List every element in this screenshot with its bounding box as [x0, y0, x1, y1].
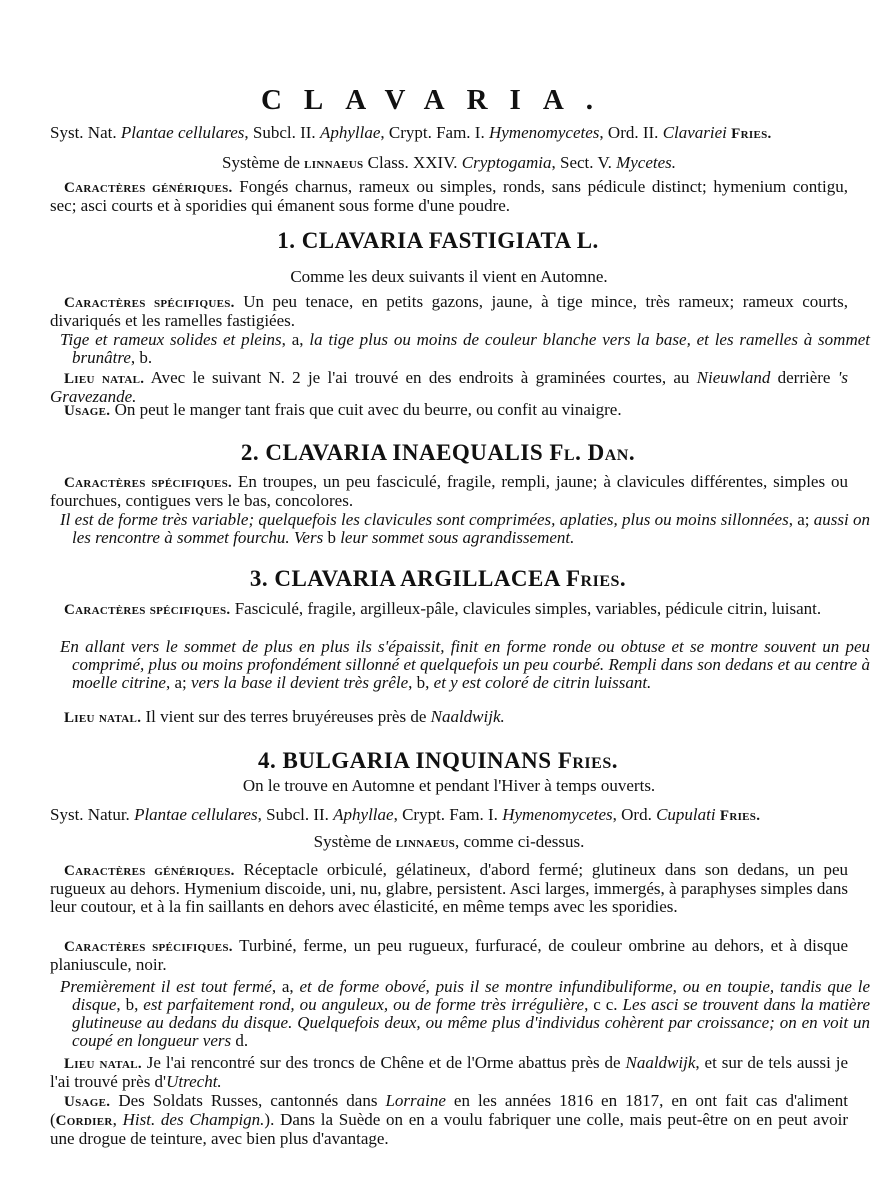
italic-text: Plantae cellulares [120, 123, 245, 142]
section-label: Caractères spécifiques. [64, 295, 235, 311]
native-habitat [50, 1054, 848, 1091]
figure-description [50, 978, 870, 1050]
figure-description [50, 331, 870, 367]
text-run: Fongés charnus, rameux ou simples, ronds, sans pédicule distinct; hymenium contigu, sec; asci courts et à sporidies qui émanent sous forme d'une poudre. [50, 177, 848, 215]
text-run: Système de [221, 153, 305, 172]
figure-description [50, 511, 870, 547]
text-run: Comme les deux suivants il vient en Automne. [290, 267, 608, 286]
section-label: linnaeus [395, 835, 456, 851]
systematic-classification [50, 806, 848, 825]
text-run: En troupes, un peu fasciculé, fragile, rempli, jaune; à clavicules différentes, simples ou fourchues, contigues vers le bas, concolores. [50, 472, 848, 510]
italic-text: Naaldwijk. [430, 707, 505, 726]
italic-text: et y est coloré de citrin luissant. [433, 673, 652, 692]
usage [50, 401, 848, 420]
text-run: derrière [770, 368, 838, 387]
species-heading-4: 4. BULGARIA INQUINANS Fries. [258, 748, 618, 773]
text-run: , Ord. [612, 805, 657, 824]
species-heading-3: 3. CLAVARIA ARGILLACEA Fries. [249, 566, 627, 591]
text-run: Il vient sur des terres bruyéreuses près de [141, 707, 431, 726]
italic-text: Il est de forme très variable; quelquefois les clavicules sont comprimées, aplaties, plus ou moins sillonnées [60, 510, 789, 529]
text-run: , b, [116, 995, 144, 1014]
text-run: , Sect. V. [551, 153, 617, 172]
italic-text: Naaldwijk [625, 1053, 696, 1072]
text-run: , comme ci-dessus. [455, 832, 585, 851]
text-run: Syst. Natur. [50, 805, 135, 824]
page-title: CLAVARIA. [260, 84, 616, 116]
italic-text: la tige plus ou moins de couleur blanche vers la base, et les ramelles à sommet brunâtre [72, 330, 870, 367]
text-run: Un peu tenace, en petits gazons, jaune, à tige mince, très rameux; rameux courts, divariqués et les ramelles fastigiées. [50, 292, 849, 330]
text-run: , Subcl. II. [257, 805, 334, 824]
text-run: , a, [281, 330, 310, 349]
italic-text: Utrecht. [166, 1072, 222, 1091]
section-label: Usage. [64, 1094, 111, 1110]
italic-text: Tige et rameux solides et pleins [60, 330, 282, 349]
italic-text: Premièrement il est tout fermé [60, 977, 272, 996]
text-run: , [112, 1110, 123, 1129]
section-label: Caractères génériques. [64, 180, 233, 196]
figure-description [50, 638, 870, 692]
italic-text: Aphyllae [319, 123, 381, 142]
section-label: Caractères génériques. [64, 863, 235, 879]
text-run: , c c. [584, 995, 623, 1014]
text-run: Syst. Nat. [50, 123, 121, 142]
specific-characters [50, 937, 848, 974]
text-run: , Crypt. Fam. I. [380, 123, 489, 142]
italic-text: vers la base il devient très grêle [190, 673, 409, 692]
italic-text: aussi on les rencontre à sommet fourchu. Vers [72, 510, 870, 547]
section-label: Lieu natal. [64, 371, 145, 387]
section-label: Caractères spécifiques. [64, 939, 233, 955]
text-run: , b, [408, 673, 434, 692]
italic-text: est parfaitement rond, ou anguleux, ou de forme très irrégulière [143, 995, 585, 1014]
italic-text: Mycetes. [616, 153, 676, 172]
text-run: , Subcl. II. [244, 123, 320, 142]
italic-text: Cryptogamia [461, 153, 552, 172]
section-label: Caractères spécifiques. [64, 602, 231, 618]
season-note [50, 268, 848, 286]
section-label: Fries. [731, 126, 772, 142]
text-run: , a; [788, 510, 814, 529]
text-run: , a; [165, 673, 191, 692]
section-label: Usage. [64, 403, 111, 419]
text-run: Des Soldats Russes, cantonnés dans [110, 1091, 386, 1110]
text-run: , a, [271, 977, 300, 996]
species-heading-2: 2. CLAVARIA INAEQUALIS Fl. Dan. [240, 440, 636, 465]
specific-characters [50, 293, 848, 330]
text-run: en les années 1816 en 1817, en ont fait cas d'aliment ( [50, 1091, 848, 1129]
text-run: , Ord. II. [599, 123, 663, 142]
linnaeus-classification [50, 833, 848, 852]
text-run: ). Dans la Suède on en a voulu fabriquer une colle, mais peut-être on en peut avoir une drogue de teinture, avec bien plus d'avantage. [50, 1110, 848, 1148]
italic-text: Clavariei [662, 123, 727, 142]
italic-text: leur sommet sous agrandissement. [340, 528, 575, 547]
generic-characters [50, 861, 848, 916]
italic-text: Hymenomycetes [488, 123, 600, 142]
specific-characters [50, 473, 848, 510]
text-run: Je l'ai rencontré sur des troncs de Chêne et de l'Orme abattus près de [141, 1053, 626, 1072]
text-run: d. [231, 1031, 249, 1050]
text-run: , et sur de tels aussi je l'ai trouvé près d' [50, 1053, 848, 1091]
section-label: Lieu natal. [64, 710, 142, 726]
text-run: Réceptacle orbiculé, gélatineux, d'abord fermé; glutineux dans son dedans, un peu rugueux au dehors. Hymenium discoide, uni, nu, glabre, persistent. Asci larges, immergés, à paraphyses simples dans leur coutour, et à la fin saillants en dehors avec élasticité, en même temps avec les sporidies. [50, 860, 848, 916]
section-label: linnaeus [304, 156, 364, 172]
italic-text: et de forme obové, puis il se montre infundibuliforme, ou en toupie, tandis que le disque [72, 977, 871, 1014]
text-run: Avec le suivant N. 2 je l'ai trouvé en des endroits à graminées courtes, au [144, 368, 697, 387]
italic-text: Hymenomycetes [502, 805, 613, 824]
native-habitat [50, 708, 848, 727]
section-label: Cordier [55, 1113, 113, 1129]
specific-characters [50, 600, 848, 619]
text-run: Class. XXIV. [363, 153, 462, 172]
text-run: , Crypt. Fam. I. [393, 805, 503, 824]
text-run: On le trouve en Automne et pendant l'Hiver à temps ouverts. [242, 776, 656, 795]
text-run: b [323, 528, 341, 547]
text-run: On peut le manger tant frais que cuit avec du beurre, ou confit au vinaigre. [110, 400, 622, 419]
season-note [50, 777, 848, 795]
section-label: Fries. [719, 808, 761, 824]
italic-text: Lorraine [385, 1091, 446, 1110]
section-label: Lieu natal. [64, 1056, 142, 1072]
italic-text: Les asci se trouvent dans la matière glutineuse au dedans du disque. Quelquefois deux, ou même plus d'individus cohèrent par croissance; on en voit un coupé en longueur vers [72, 995, 871, 1050]
italic-text: 's Gravezande. [50, 368, 848, 406]
text-run: , b. [130, 348, 153, 367]
text-run: Fasciculé, fragile, argilleux-pâle, clavicules simples, variables, pédicule citrin, luisant. [230, 599, 822, 618]
text-run: Turbiné, ferme, un peu rugueux, furfuracé, de couleur ombrine au dehors, et à disque planiuscule, noir. [50, 936, 848, 974]
species-heading-1: 1. CLAVARIA FASTIGIATA L. [277, 228, 599, 253]
italic-text: Plantae cellulares [134, 805, 258, 824]
italic-text: Aphyllae [333, 805, 394, 824]
italic-text: Hist. des Champign. [122, 1110, 265, 1129]
text-run: Système de [313, 832, 396, 851]
generic-characters [50, 178, 848, 215]
linnaeus-classification [50, 154, 848, 173]
usage [50, 1092, 848, 1148]
italic-text: En allant vers le sommet de plus en plus ils s'épaissit, finit en forme ronde ou obtuse et se montre souvent un peu comprimé, plus ou moins profondément sillonné et quelquefois un peu courbé. Rempli dans son dedans et au centre à moelle citrine [60, 637, 870, 692]
italic-text: Cupulati [656, 805, 716, 824]
systematic-classification [50, 124, 848, 143]
italic-text: Nieuwland [696, 368, 771, 387]
section-label: Caractères spécifiques. [64, 475, 233, 491]
